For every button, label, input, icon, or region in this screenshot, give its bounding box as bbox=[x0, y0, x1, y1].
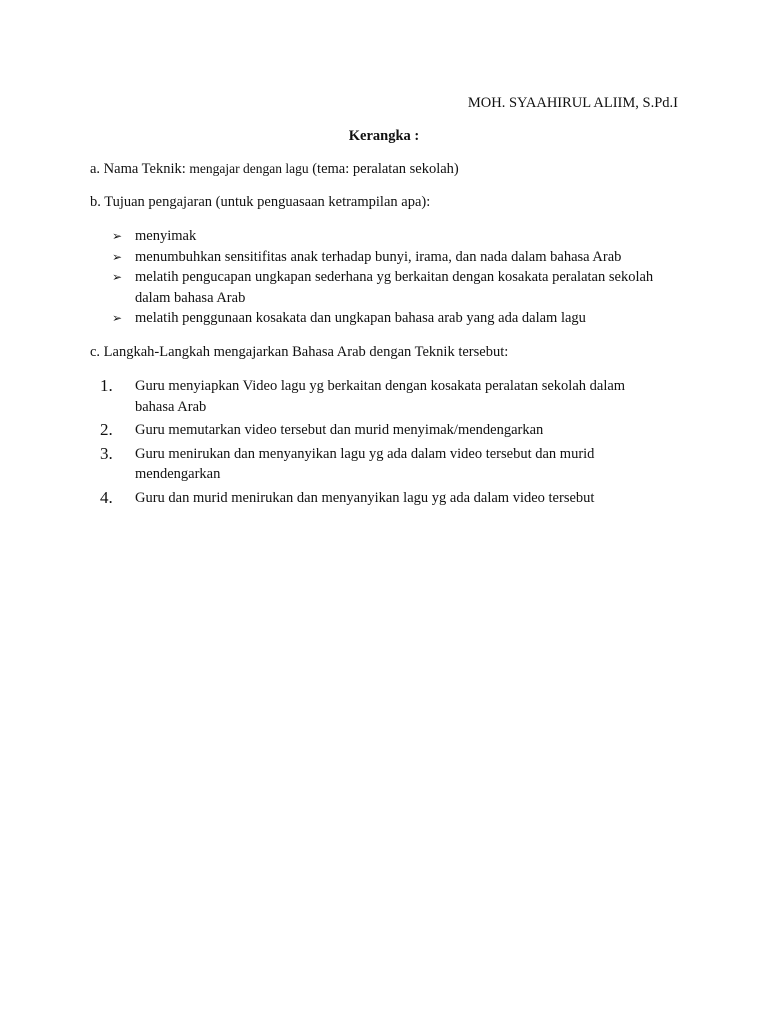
arrow-bullet-icon: ➢ bbox=[112, 270, 123, 284]
step-text: Guru menirukan dan menyanyikan lagu yg ada dalam video tersebut dan murid mendengarkan bbox=[135, 445, 595, 482]
list-item bbox=[0, 420, 655, 441]
step-text: Guru menyiapkan Video lagu yg berkaitan dengan kosakata peralatan sekolah dalam bahasa Arab bbox=[135, 378, 626, 415]
list-item bbox=[0, 488, 655, 509]
page-title: Kerangka : bbox=[348, 128, 420, 144]
step-number: 2. bbox=[100, 420, 113, 439]
objective-text: melatih pengucapan ungkapan sederhana yg berkaitan dengan kosakata peralatan sekolah dalam bahasa Arab bbox=[135, 269, 654, 306]
objective-text: menyimak bbox=[135, 228, 197, 244]
section-a-technique: mengajar dengan lagu bbox=[189, 161, 309, 176]
step-text: Guru dan murid menirukan dan menyanyikan lagu yg ada dalam video tersebut bbox=[135, 489, 595, 506]
section-a-theme: (tema: peralatan sekolah) bbox=[308, 161, 459, 177]
step-number: 4. bbox=[100, 487, 113, 507]
section-c-heading: c. Langkah-Langkah mengajarkan Bahasa Arab dengan Teknik tersebut: bbox=[90, 344, 509, 360]
list-item bbox=[0, 226, 680, 247]
step-number: 1. bbox=[100, 376, 113, 395]
list-item bbox=[0, 247, 680, 268]
section-b-heading: b. Tujuan pengajaran (untuk penguasaan ketrampilan apa): bbox=[90, 194, 431, 210]
list-item bbox=[0, 376, 655, 417]
objectives-list bbox=[0, 226, 768, 329]
arrow-bullet-icon: ➢ bbox=[112, 249, 123, 264]
steps-list bbox=[0, 376, 768, 511]
list-item bbox=[0, 267, 680, 308]
arrow-bullet-icon: ➢ bbox=[112, 229, 123, 243]
step-number: 3. bbox=[100, 443, 113, 463]
section-a-technique-name bbox=[90, 159, 690, 180]
objective-text: melatih penggunaan kosakata dan ungkapan bahasa arab yang ada dalam lagu bbox=[135, 310, 586, 326]
step-text: Guru memutarkan video tersebut dan murid menyimak/mendengarkan bbox=[135, 422, 544, 438]
section-a-label: a. Nama Teknik: bbox=[90, 161, 190, 177]
list-item bbox=[0, 308, 680, 329]
author-name: MOH. SYAAHIRUL ALIIM, S.Pd.I bbox=[467, 95, 678, 111]
list-item bbox=[0, 444, 655, 485]
objective-text: menumbuhkan sensitifitas anak terhadap bunyi, irama, dan nada dalam bahasa Arab bbox=[135, 248, 622, 265]
arrow-bullet-icon: ➢ bbox=[112, 311, 123, 325]
